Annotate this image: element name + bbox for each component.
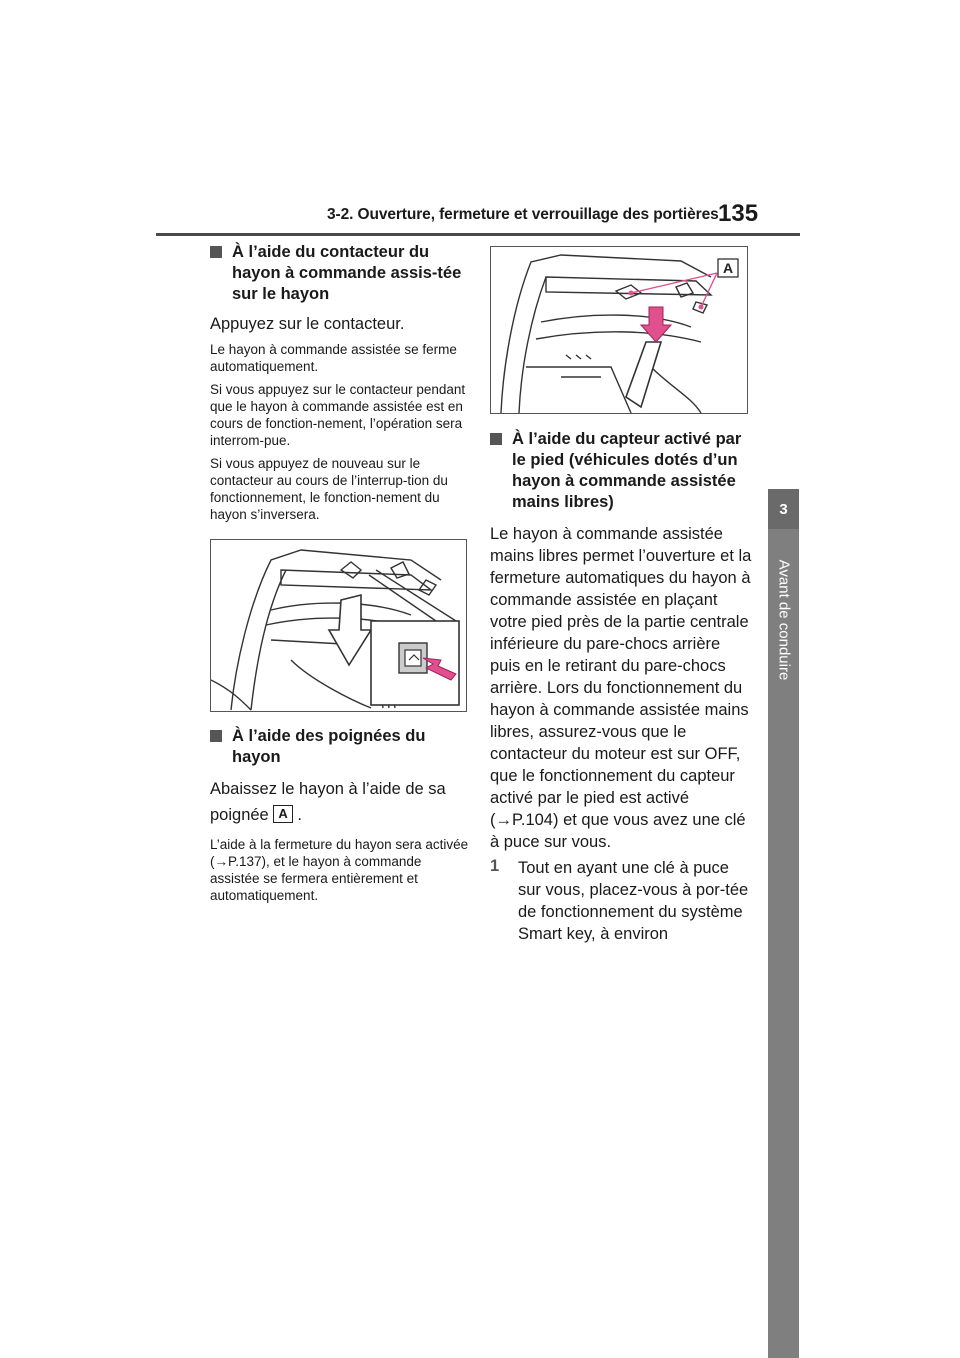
heading-text: À l’aide du contacteur du hayon à commande assis-tée sur le hayon: [232, 243, 462, 303]
right-column: [490, 246, 752, 945]
instruction-text: Appuyez sur le contacteur.: [210, 315, 405, 333]
heading-text: À l’aide des poignées du hayon: [232, 727, 426, 766]
note-text: Le hayon à commande assistée se ferme automatiquement.: [210, 342, 457, 374]
note-text: Si vous appuyez sur le contacteur pendant que le hayon à commande assistée est en cours de fonction-nement, l’opération sera interrom-pue.: [210, 382, 466, 448]
instruction-text-part: .: [297, 806, 302, 824]
page-number: 135: [718, 200, 759, 227]
step-number: 1: [490, 857, 500, 875]
heading-foot-sensor: [490, 429, 752, 513]
square-bullet-icon: [210, 730, 222, 742]
note-text: L’aide à la fermeture du hayon sera activée (→P.137), et le hayon à commande assistée se fermera entièrement et automatiquement.: [210, 837, 469, 903]
tailgate-handles-illustration: [491, 247, 747, 413]
header-rule: [156, 233, 800, 236]
step-text: Tout en ayant une clé à puce sur vous, placez-vous à por-tée de fonctionnement du système Smart key, à environ: [518, 859, 749, 943]
figure-handles-illustration: [490, 246, 748, 414]
chapter-tab-number: 3: [768, 489, 799, 529]
figure-switch-illustration: [210, 539, 467, 712]
callout-label-a: A: [273, 805, 292, 823]
heading-power-switch: [210, 242, 472, 305]
section-title: 3-2. Ouverture, fermeture et verrouillage des portières: [327, 206, 719, 223]
left-column: [210, 242, 472, 904]
square-bullet-icon: [210, 246, 222, 258]
heading-text: À l’aide du capteur activé par le pied (véhicules dotés d’un hayon à commande assistée mains libres): [512, 430, 742, 511]
body-paragraph: Le hayon à commande assistée mains libres permet l’ouverture et la fermeture automatiques du hayon à commande assistée en plaçant votre pied près de la partie centrale inférieure du pare-chocs arrière puis en le retirant du pare-chocs arrière. Lors du fonctionnement du hayon à commande assistée mains libres, assurez-vous que le contacteur du moteur est sur OFF, que le fonctionnement du capteur activé par le pied est activé (→P.104) et que vous avez une clé à puce sur vous.: [490, 525, 752, 851]
chapter-tab-label: Avant de conduire: [775, 559, 793, 681]
heading-tailgate-handles: [210, 726, 472, 768]
figure-label-a: A: [722, 260, 734, 276]
note-text: Si vous appuyez de nouveau sur le contacteur au cours de l’interrup-tion du fonctionnement, le fonction-nement du hayon s’inversera.: [210, 456, 448, 522]
step-1: [490, 857, 752, 945]
instruction-text: [210, 776, 472, 828]
tailgate-switch-illustration: [211, 540, 466, 711]
square-bullet-icon: [490, 433, 502, 445]
instruction-text-part: Abaissez le hayon à l’aide de sa poignée: [210, 780, 446, 824]
